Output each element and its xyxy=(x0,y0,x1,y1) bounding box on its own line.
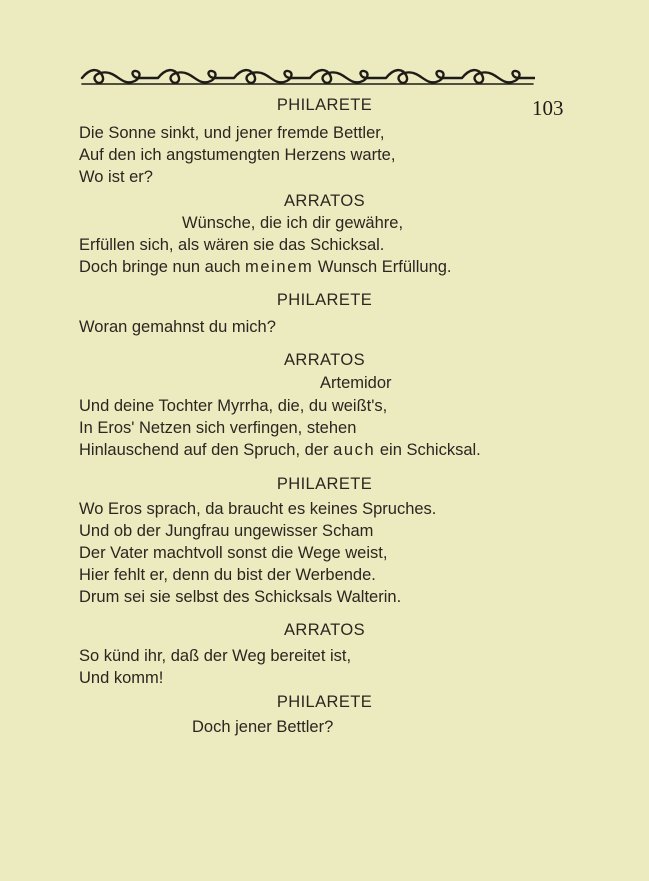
speaker-name: PHILARETE xyxy=(276,475,373,493)
speaker-name: ARRATOS xyxy=(283,621,366,639)
verse-line: Woran gemahnst du mich? xyxy=(79,318,276,336)
verse-text: Hinlauschend auf den Spruch, der xyxy=(79,441,334,459)
verse-line: Wo Eros sprach, da braucht es keines Spruches. xyxy=(79,500,437,518)
speaker-name: ARRATOS xyxy=(283,192,366,210)
emphasized-word: meinem xyxy=(245,258,314,276)
verse-line: Doch jener Bettler? xyxy=(192,718,334,736)
verse-text: Wunsch Erfüllung. xyxy=(313,258,452,276)
verse-line: Wo ist er? xyxy=(79,168,153,186)
decorative-border-ornament xyxy=(80,66,535,88)
verse-line: Der Vater machtvoll sonst die Wege weist, xyxy=(79,544,388,562)
verse-text: ein Schicksal. xyxy=(375,441,481,459)
emphasized-word: auch xyxy=(333,441,376,459)
verse-line: Und ob der Jungfrau ungewisser Scham xyxy=(79,522,374,540)
verse-line: Drum sei sie selbst des Schicksals Walterin. xyxy=(79,588,402,606)
verse-line: Auf den ich angstumengten Herzens warte, xyxy=(79,146,396,164)
ornament-wave xyxy=(82,70,535,83)
verse-line: Artemidor xyxy=(320,374,392,392)
speaker-name: PHILARETE xyxy=(276,291,373,309)
verse-text: Doch bringe nun auch xyxy=(79,258,246,276)
verse-line: Hier fehlt er, denn du bist der Werbende. xyxy=(79,566,376,584)
verse-line: Wünsche, die ich dir gewähre, xyxy=(182,214,404,232)
verse-line xyxy=(79,258,452,277)
verse-line: So künd ihr, daß der Weg bereitet ist, xyxy=(79,647,352,665)
speaker-name: ARRATOS xyxy=(283,351,366,369)
verse-line: In Eros' Netzen sich verfingen, stehen xyxy=(79,419,357,437)
verse-line: Und deine Tochter Myrrha, die, du weißt's, xyxy=(79,397,388,415)
speaker-name: PHILARETE xyxy=(276,96,373,114)
verse-line: Die Sonne sinkt, und jener fremde Bettler, xyxy=(79,124,385,142)
verse-line: Erfüllen sich, als wären sie das Schicksal. xyxy=(79,236,385,254)
page-number: 103 xyxy=(532,96,564,120)
speaker-name: PHILARETE xyxy=(276,693,373,711)
verse-line xyxy=(79,441,481,460)
verse-line: Und komm! xyxy=(79,669,164,687)
